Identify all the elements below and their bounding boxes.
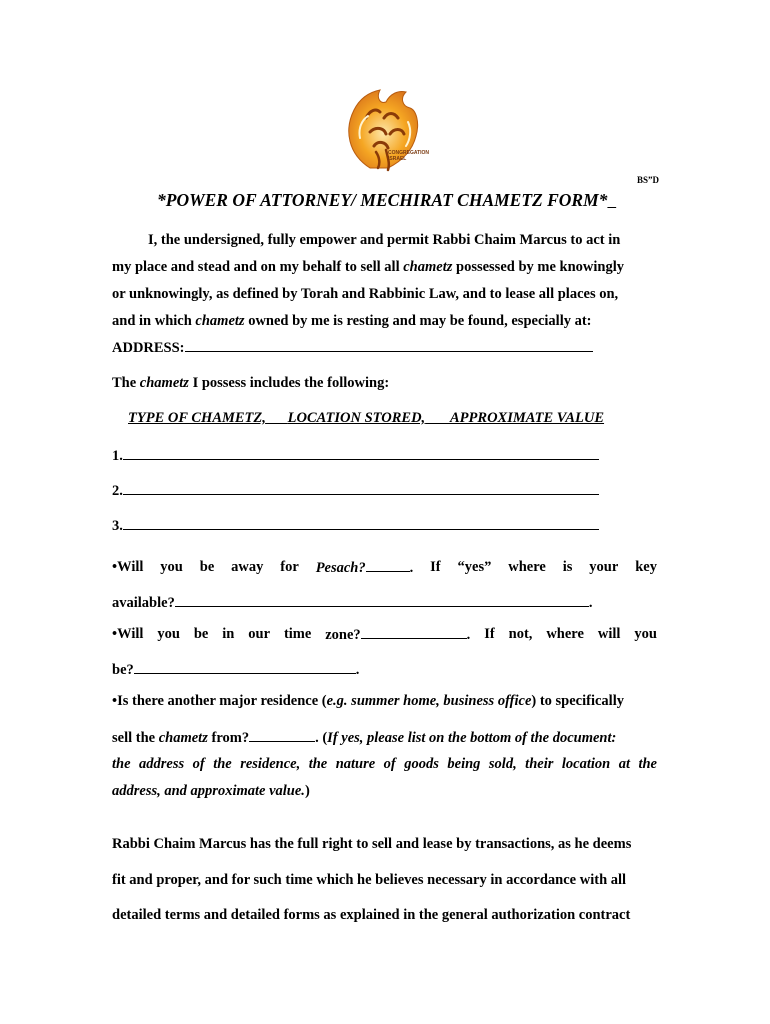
congregation-logo (340, 88, 436, 174)
text: your (589, 559, 619, 575)
col-location-header: LOCATION STORED, (287, 410, 426, 426)
item-field-2[interactable] (123, 482, 599, 495)
closing-line1: Rabbi Chaim Marcus has the full right to sell and lease by transactions, as he deems (112, 836, 632, 852)
key-location-field[interactable] (175, 594, 589, 607)
question-timezone-line1: •Will you be in our time zone? . If not, where will you (112, 626, 657, 643)
text: available? (112, 595, 175, 611)
question-timezone-line2: be? . (112, 662, 360, 678)
text: be (193, 626, 209, 642)
question-residence-line1 (112, 693, 624, 710)
text: in (222, 626, 235, 642)
text: you (157, 626, 180, 642)
item-field-1[interactable] (123, 447, 599, 460)
text: address, and approximate value. (112, 783, 305, 799)
text: be (199, 559, 215, 575)
text: If yes, please list on the bottom of the document: (327, 730, 617, 746)
text: ) to specifically (531, 693, 624, 709)
away-pesach-field[interactable] (366, 559, 410, 572)
question-residence-line4: address, and approximate value.) (112, 783, 310, 799)
text: you (160, 559, 183, 575)
text: our (248, 626, 271, 642)
address-line (112, 339, 593, 357)
whereabouts-field[interactable] (134, 661, 356, 674)
chametz-word: chametz (403, 259, 453, 275)
text: where (546, 626, 584, 642)
para1-line4 (112, 313, 592, 330)
chametz-word: chametz (158, 730, 208, 746)
page-title (157, 190, 616, 211)
question-away-line2: available? . (112, 595, 593, 611)
text: key (635, 559, 657, 575)
residence-field[interactable] (249, 729, 315, 742)
text: will (597, 626, 621, 642)
item-row-1 (112, 447, 599, 465)
text: away (231, 559, 264, 575)
possess-line (112, 375, 389, 392)
pesach-word: Pesach? (315, 560, 366, 576)
item-number: 1. (112, 448, 123, 464)
bsd-mark: BS”D (637, 175, 660, 185)
text: “yes” (457, 559, 492, 575)
text: sell the (112, 730, 159, 746)
text: If (430, 559, 441, 575)
text: be? (112, 662, 134, 678)
text: you (634, 626, 657, 642)
text: and in which (112, 313, 196, 329)
text: my place and stead and on my behalf to sell all (112, 259, 404, 275)
text: The (112, 375, 140, 391)
text: not, (508, 626, 533, 642)
text: zone? (325, 627, 361, 643)
timezone-field[interactable] (361, 626, 467, 639)
col-type-header: TYPE OF CHAMETZ, (128, 410, 266, 426)
question-away-line1: •Will you be away for Pesach? . If “yes” where is your key (112, 559, 657, 576)
chametz-word: chametz (139, 375, 189, 391)
chametz-table-header (128, 410, 640, 427)
text: I possess includes the following: (188, 375, 390, 391)
col-value-header: APPROXIMATE VALUE (450, 410, 605, 426)
logo-text: CONGREGATION ISRAEL (388, 150, 430, 162)
closing-line3: detailed terms and detailed forms as explained in the general authorization contract (112, 907, 631, 923)
address-label: ADDRESS: (112, 340, 185, 356)
text: time (283, 626, 312, 642)
text: for (280, 559, 299, 575)
chametz-word: chametz (195, 313, 245, 329)
text: the address of the residence, the nature of goods being sold, their location at the (112, 756, 657, 772)
item-number: 2. (112, 483, 123, 499)
question-residence-line3 (112, 756, 657, 773)
page-title-text: *POWER OF ATTORNEY/ MECHIRAT CHAMETZ FORM* (157, 190, 608, 210)
text: possessed by me knowingly (452, 259, 624, 275)
text: owned by me is resting and may be found, especially at: (244, 313, 592, 329)
item-row-2 (112, 482, 599, 500)
text: is (562, 559, 573, 575)
closing-line2: fit and proper, and for such time which he believes necessary in accordance with all (112, 872, 627, 888)
address-field[interactable] (185, 339, 593, 352)
item-row-3 (112, 517, 599, 535)
text: If (484, 626, 495, 642)
text: where (508, 559, 546, 575)
item-field-3[interactable] (123, 517, 599, 530)
item-number: 3. (112, 518, 123, 534)
para1-line1: I, the undersigned, fully empower and permit Rabbi Chaim Marcus to act in (148, 232, 621, 248)
text: •Will (112, 626, 144, 642)
text: from? (207, 730, 250, 746)
text: e.g. summer home, business office (326, 693, 532, 709)
question-residence-line2: sell the chametz from? . (If yes, please list on the bottom of the document: (112, 730, 617, 746)
text: •Is there another major residence ( (112, 693, 327, 709)
para1-line3: or unknowingly, as defined by Torah and Rabbinic Law, and to lease all places on, (112, 286, 619, 302)
para1-line2 (112, 259, 624, 276)
text: •Will (112, 559, 144, 575)
